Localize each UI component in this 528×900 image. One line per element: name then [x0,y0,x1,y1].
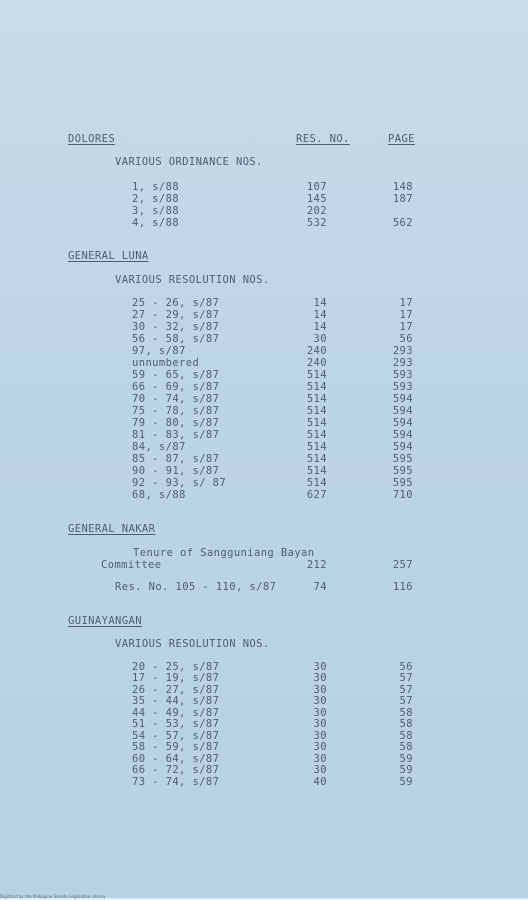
row-label: 84, s/87 [132,441,186,453]
row-page: 594 [392,429,413,441]
row-page: 594 [392,441,413,453]
row-res: 30 [313,707,327,719]
row-label: 66 - 69, s/87 [132,381,220,393]
row-res: 202 [306,205,327,217]
row-label: 30 - 32, s/87 [132,321,220,333]
row-res: 514 [306,369,327,381]
row-res: 514 [306,393,327,405]
row-label: 85 - 87, s/87 [132,453,220,465]
entry-res: 74 [313,581,327,593]
row-res: 30 [313,333,327,345]
row-page: 56 [399,333,413,345]
entry-page: 116 [392,581,413,593]
row-res: 145 [306,193,327,205]
row-page: 595 [392,453,413,465]
row-label: 90 - 91, s/87 [132,465,220,477]
row-label: 81 - 83, s/87 [132,429,220,441]
entry-res: 212 [306,559,327,571]
row-res: 514 [306,381,327,393]
row-label: 92 - 93, s/ 87 [132,477,227,489]
row-label: 70 - 74, s/87 [132,393,220,405]
row-label: unnumbered [132,357,200,369]
row-page: 594 [392,417,413,429]
row-res: 14 [313,321,327,333]
row-page: 58 [399,741,413,753]
row-res: 30 [313,695,327,707]
row-label: 73 - 74, s/87 [132,776,220,788]
row-page: 595 [392,465,413,477]
row-page: 293 [392,357,413,369]
row-page: 57 [399,695,413,707]
row-page: 58 [399,707,413,719]
row-res: 514 [306,465,327,477]
entry-label-cont: Committee [101,559,162,571]
section-subtitle: VARIOUS RESOLUTION NOS. [115,638,270,650]
section-title-general-nakar: GENERAL NAKAR [68,523,156,535]
row-page: 58 [399,730,413,742]
row-res: 14 [313,297,327,309]
row-page: 593 [392,369,413,381]
section-title-guinayangan: GUINAYANGAN [68,615,142,627]
row-page: 562 [392,217,413,229]
row-label: 60 - 64, s/87 [132,753,220,765]
row-label: 54 - 57, s/87 [132,730,220,742]
res-no-header: RES. NO. [296,133,350,145]
footer-credit: Digitized by the Philippine Senate Legislative Library [0,894,106,899]
page-header: PAGE [388,133,415,145]
row-page: 594 [392,393,413,405]
row-res: 532 [306,217,327,229]
row-res: 30 [313,718,327,730]
row-label: 68, s/88 [132,489,186,501]
row-res: 240 [306,345,327,357]
section-subtitle: VARIOUS RESOLUTION NOS. [115,274,270,286]
section-title-general-luna: GENERAL LUNA [68,250,149,262]
row-label: 1, s/88 [132,181,180,193]
row-label: 35 - 44, s/87 [132,695,220,707]
row-label: 59 - 65, s/87 [132,369,220,381]
row-res: 30 [313,684,327,696]
row-res: 30 [313,661,327,673]
row-label: 56 - 58, s/87 [132,333,220,345]
row-page: 710 [392,489,413,501]
row-label: 20 - 25, s/87 [132,661,220,673]
row-res: 514 [306,441,327,453]
row-label: 25 - 26, s/87 [132,297,220,309]
row-res: 514 [306,453,327,465]
section-title-dolores: DOLORES [68,133,116,145]
entry-label: Tenure of Sangguniang Bayan [133,547,315,559]
row-page: 58 [399,718,413,730]
row-res: 514 [306,405,327,417]
row-page: 56 [399,661,413,673]
row-res: 627 [306,489,327,501]
row-page: 594 [392,405,413,417]
row-page: 57 [399,684,413,696]
row-res: 514 [306,417,327,429]
row-res: 30 [313,741,327,753]
row-label: 75 - 78, s/87 [132,405,220,417]
row-label: 4, s/88 [132,217,180,229]
row-page: 59 [399,753,413,765]
row-label: 79 - 80, s/87 [132,417,220,429]
row-res: 514 [306,477,327,489]
row-label: 26 - 27, s/87 [132,684,220,696]
row-page: 293 [392,345,413,357]
row-label: 97, s/87 [132,345,186,357]
row-page: 595 [392,477,413,489]
row-page: 17 [399,321,413,333]
row-page: 59 [399,764,413,776]
row-label: 66 - 72, s/87 [132,764,220,776]
row-res: 30 [313,672,327,684]
row-res: 30 [313,753,327,765]
section-subtitle: VARIOUS ORDINANCE NOS. [115,156,263,168]
row-page: 148 [392,181,413,193]
row-res: 30 [313,764,327,776]
row-res: 514 [306,429,327,441]
row-page: 57 [399,672,413,684]
row-page: 17 [399,309,413,321]
row-page: 17 [399,297,413,309]
row-page: 59 [399,776,413,788]
row-res: 14 [313,309,327,321]
row-label: 51 - 53, s/87 [132,718,220,730]
row-page: 187 [392,193,413,205]
entry-page: 257 [392,559,413,571]
row-res: 240 [306,357,327,369]
row-label: 2, s/88 [132,193,180,205]
row-page: 593 [392,381,413,393]
row-label: 27 - 29, s/87 [132,309,220,321]
row-label: 3, s/88 [132,205,180,217]
row-res: 40 [313,776,327,788]
row-label: 17 - 19, s/87 [132,672,220,684]
entry-label: Res. No. 105 - 110, s/87 [115,581,277,593]
row-res: 107 [306,181,327,193]
row-label: 58 - 59, s/87 [132,741,220,753]
row-res: 30 [313,730,327,742]
row-label: 44 - 49, s/87 [132,707,220,719]
